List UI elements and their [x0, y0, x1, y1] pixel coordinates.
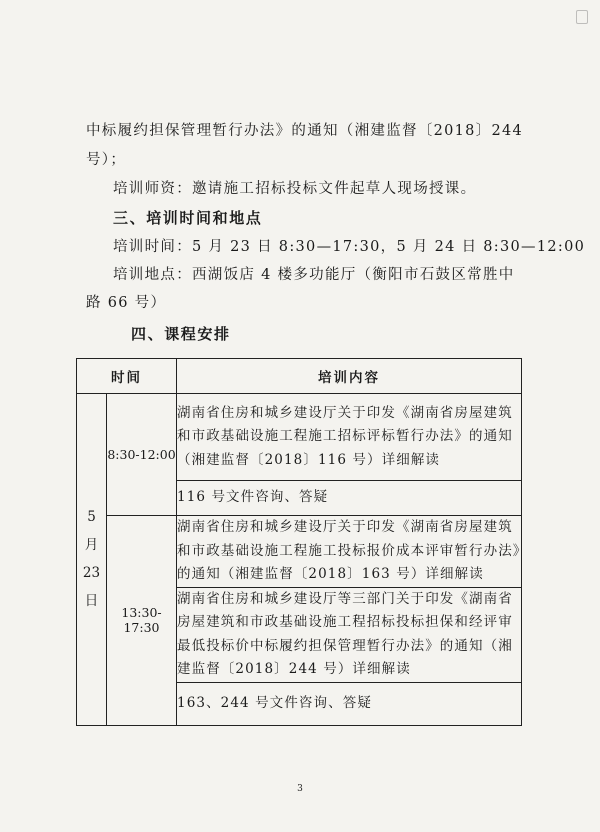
body-line: 号）；: [86, 152, 127, 168]
content-cell: 湖南省住房和城乡建设厅等三部门关于印发《湖南省房屋建筑和市政基础设施工程招标投标担保和经评审最低投标价中标履约担保管理暂行办法》的通知（湘建监督〔2018〕244 号）详细解读: [177, 587, 522, 682]
table-header-row: [77, 359, 522, 394]
time-cell: 13:30-17:30: [107, 516, 177, 726]
page-number: 3: [297, 784, 303, 794]
scan-corner-mark-icon: [576, 10, 588, 24]
content-cell: 湖南省住房和城乡建设厅关于印发《湖南省房屋建筑和市政基础设施工程施工投标报价成本评审暂行办法》的通知（湘建监督〔2018〕163 号）详细解读: [177, 516, 522, 588]
training-time-line: 培训时间：5 月 23 日 8:30—17:30，5 月 24 日 8:30—12:00: [113, 239, 586, 255]
date-char: 5: [87, 509, 96, 526]
section-heading-time-place: 三、培训时间和地点: [113, 209, 263, 227]
content-cell: 116 号文件咨询、答疑: [177, 481, 522, 516]
header-time: 时间: [77, 359, 177, 394]
trainer-line: 培训师资：邀请施工招标投标文件起草人现场授课。: [113, 181, 477, 197]
header-content: 培训内容: [177, 359, 522, 394]
body-line: 路 66 号）: [86, 295, 167, 311]
body-line: 中标履约担保管理暂行办法》的通知（湘建监督〔2018〕244: [86, 123, 524, 139]
content-cell: 湖南省住房和城乡建设厅关于印发《湖南省房屋建筑和市政基础设施工程施工招标评标暂行办法》的通知（湘建监督〔2018〕116 号）详细解读: [177, 394, 522, 481]
training-place-line: 培训地点：西湖饭店 4 楼多功能厅（衡阳市石鼓区常胜中: [113, 267, 515, 283]
table-row: [77, 394, 522, 481]
time-cell: 8:30-12:00: [107, 394, 177, 516]
table-row: [77, 516, 522, 588]
date-cell: [77, 394, 107, 726]
section-heading-schedule: 四、课程安排: [131, 325, 231, 343]
content-cell: 163、244 号文件咨询、答疑: [177, 682, 522, 725]
date-char: 23: [82, 565, 101, 582]
date-char: 日: [84, 593, 99, 610]
date-char: 月: [84, 537, 99, 554]
course-schedule-table: [76, 358, 522, 726]
